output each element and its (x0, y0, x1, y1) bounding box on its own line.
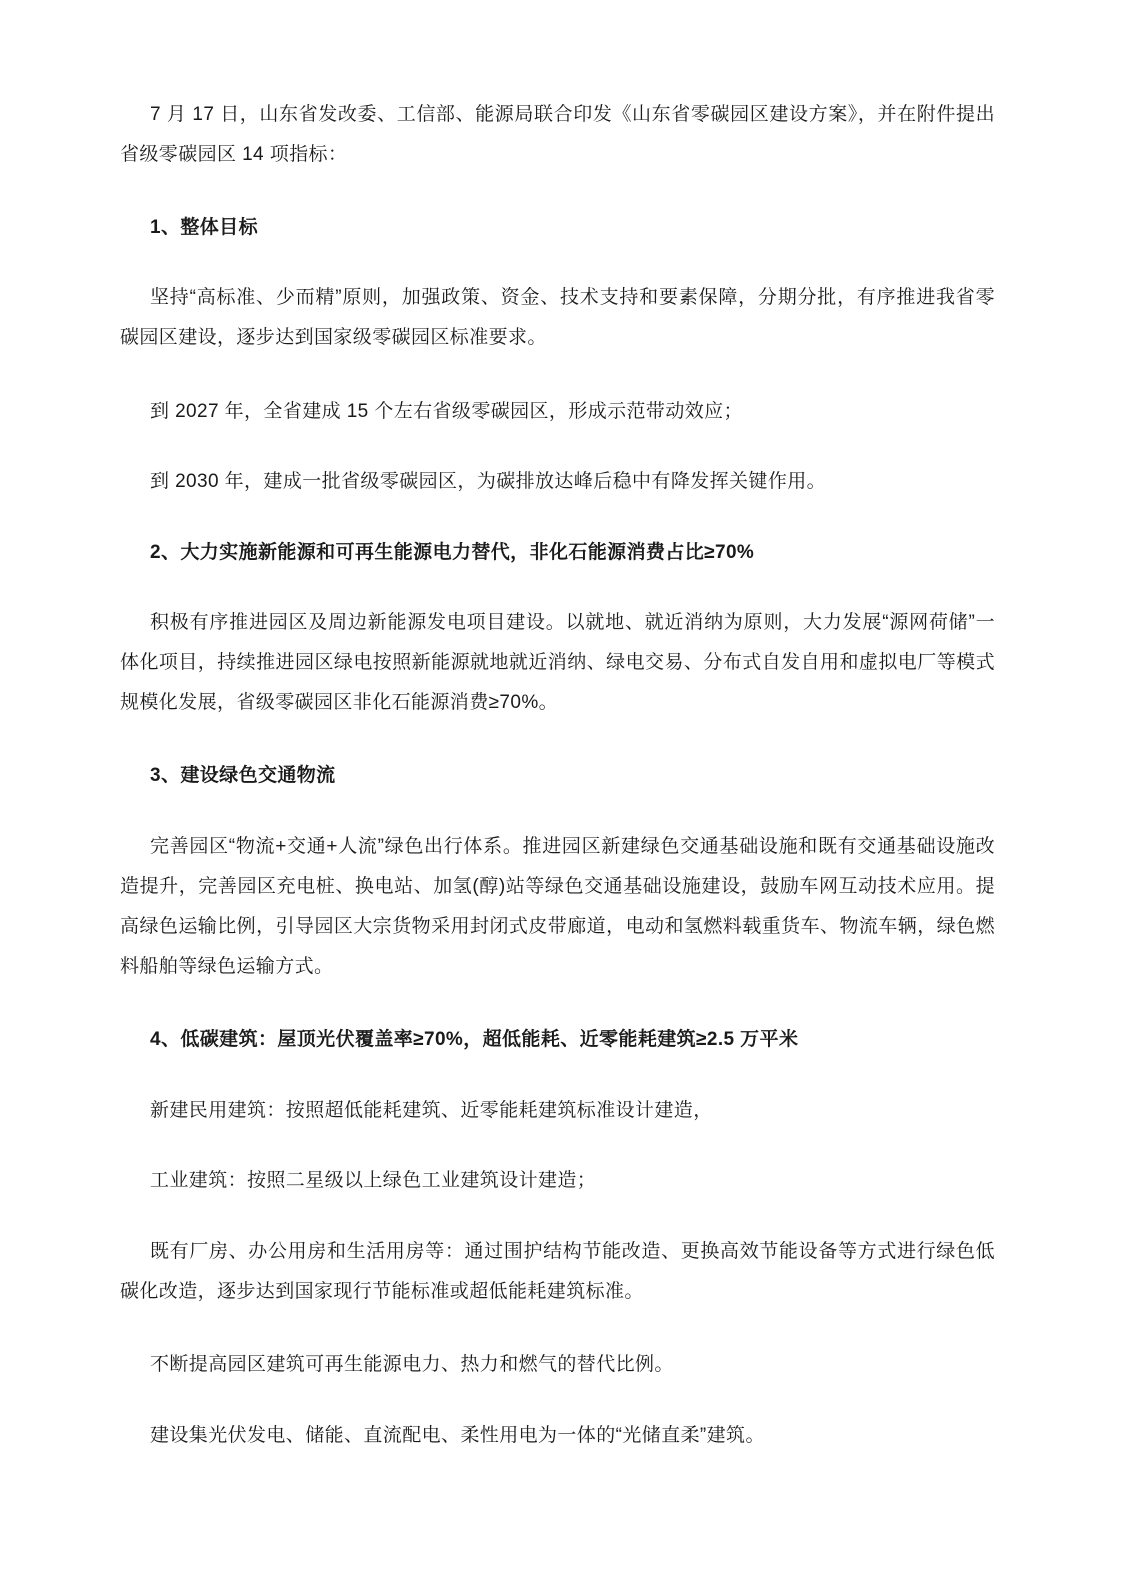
section-3-paragraph: 完善园区“物流+交通+人流”绿色出行体系。推进园区新建绿色交通基础设施和既有交通基础设施改造提升，完善园区充电桩、换电站、加氢(醇)站等绿色交通基础设施建设，鼓励车网互动技术应用。提高绿色运输比例，引导园区大宗货物采用封闭式皮带廊道，电动和氢燃料载重货车、物流车辆，绿色燃料船舶等绿色运输方式。 (120, 836, 995, 977)
section-1-paragraph: 坚持“高标准、少而精”原则，加强政策、资金、技术支持和要素保障，分期分批，有序推进我省零碳园区建设，逐步达到国家级零碳园区标准要求。 (120, 287, 995, 348)
section-4-existing-buildings: 既有厂房、办公用房和生活用房等：通过围护结构节能改造、更换高效节能设备等方式进行绿色低碳化改造，逐步达到国家现行节能标准或超低能耗建筑标准。 (120, 1241, 995, 1302)
section-heading-4: 4、低碳建筑：屋顶光伏覆盖率≥70%，超低能耗、近零能耗建筑≥2.5 万平米 (150, 1029, 799, 1050)
section-1-target-2030: 到 2030 年，建成一批省级零碳园区，为碳排放达峰后稳中有降发挥关键作用。 (150, 471, 827, 492)
intro-paragraph: 7 月 17 日，山东省发改委、工信部、能源局联合印发《山东省零碳园区建设方案》，并在附件提出省级零碳园区 14 项指标： (120, 104, 995, 165)
section-4-new-civil-buildings: 新建民用建筑：按照超低能耗建筑、近零能耗建筑标准设计建造， (150, 1100, 713, 1121)
section-4-industrial-buildings: 工业建筑：按照二星级以上绿色工业建筑设计建造； (150, 1170, 597, 1191)
section-heading-3: 3、建设绿色交通物流 (150, 765, 336, 786)
section-heading-2: 2、大力实施新能源和可再生能源电力替代，非化石能源消费占比≥70% (150, 542, 755, 563)
section-4-pedf-buildings: 建设集光伏发电、储能、直流配电、柔性用电为一体的“光储直柔”建筑。 (150, 1425, 765, 1446)
section-heading-1: 1、整体目标 (150, 217, 258, 238)
section-4-renewable-ratio: 不断提高园区建筑可再生能源电力、热力和燃气的替代比例。 (150, 1354, 674, 1375)
section-2-paragraph: 积极有序推进园区及周边新能源发电项目建设。以就地、就近消纳为原则，大力发展“源网荷储”一体化项目，持续推进园区绿电按照新能源就地就近消纳、绿电交易、分布式自发自用和虚拟电厂等模式规模化发展，省级零碳园区非化石能源消费≥70%。 (120, 612, 995, 713)
section-1-target-2027: 到 2027 年，全省建成 15 个左右省级零碳园区，形成示范带动效应； (150, 401, 743, 422)
